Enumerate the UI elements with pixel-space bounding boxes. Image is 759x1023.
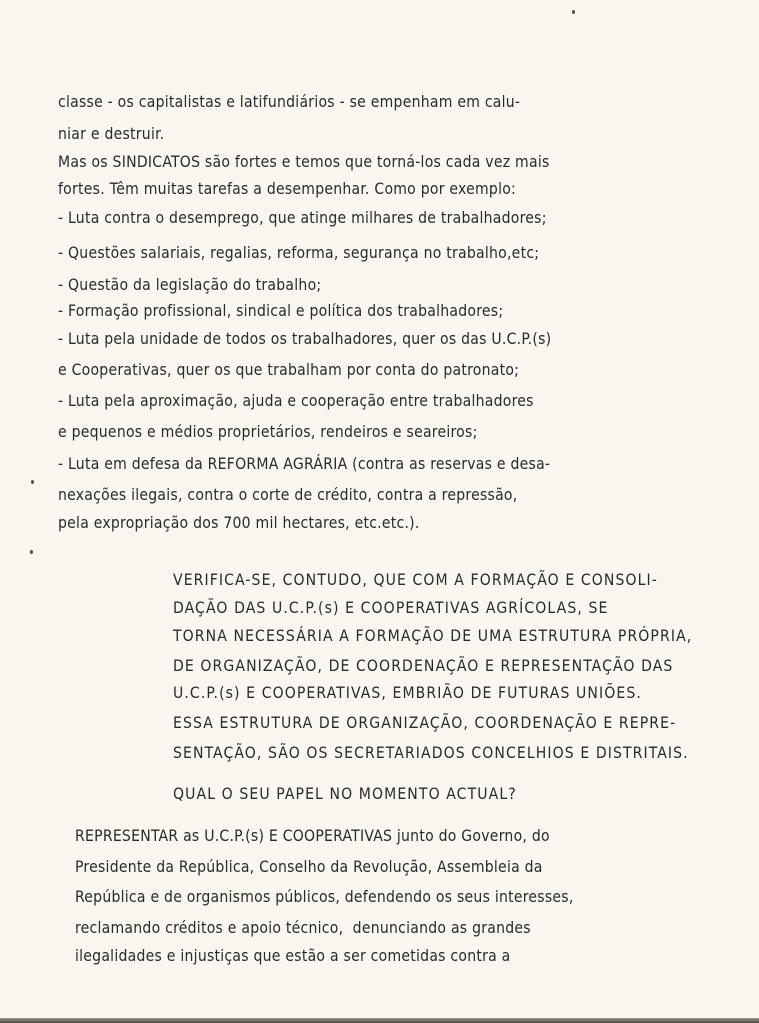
text-line: DE ORGANIZAÇÃO, DE COORDENAÇÃO E REPRESENTAÇÃO DAS <box>173 657 674 675</box>
list-item: - Luta contra o desemprego, que atinge milhares de trabalhadores; <box>58 209 547 227</box>
list-item: - Luta em defesa da REFORMA AGRÁRIA (contra as reservas e desa- <box>58 455 551 473</box>
text-line: fortes. Têm muitas tarefas a desempenhar. Como por exemplo: <box>58 180 517 198</box>
list-item: nexações ilegais, contra o corte de crédito, contra a repressão, <box>58 486 518 504</box>
list-item: - Luta pela unidade de todos os trabalhadores, quer os das U.C.P.(s) <box>58 330 552 348</box>
list-item: - Questão da legislação do trabalho; <box>58 276 322 294</box>
text-line: ESSA ESTRUTURA DE ORGANIZAÇÃO, COORDENAÇÃO E REPRE- <box>173 714 677 732</box>
list-item: - Questões salariais, regalias, reforma, segurança no trabalho,etc; <box>58 244 540 262</box>
text-line: SENTAÇÃO, SÃO OS SECRETARIADOS CONCELHIOS E DISTRITAIS. <box>173 744 689 762</box>
text-line: Presidente da República, Conselho da Revolução, Assembleia da <box>75 858 543 876</box>
list-item: e pequenos e médios proprietários, rendeiros e seareiros; <box>58 423 478 441</box>
text-line: VERIFICA-SE, CONTUDO, QUE COM A FORMAÇÃO E CONSOLI- <box>173 571 658 589</box>
text-line: TORNA NECESSÁRIA A FORMAÇÃO DE UMA ESTRUTURA PRÓPRIA, <box>173 627 693 645</box>
paper-speck <box>572 10 575 14</box>
text-line: Mas os SINDICATOS são fortes e temos que torná-los cada vez mais <box>58 153 550 171</box>
text-line: classe - os capitalistas e latifundiários - se empenham em calu- <box>58 93 521 111</box>
list-item: e Cooperativas, quer os que trabalham por conta do patronato; <box>58 361 520 379</box>
text-line: ilegalidades e injustiças que estão a ser cometidas contra a <box>75 947 511 965</box>
text-line: DAÇÃO DAS U.C.P.(s) E COOPERATIVAS AGRÍCOLAS, SE <box>173 599 609 617</box>
scan-edge <box>0 1018 759 1023</box>
list-item: - Luta pela aproximação, ajuda e cooperação entre trabalhadores <box>58 392 534 410</box>
text-line: REPRESENTAR as U.C.P.(s) E COOPERATIVAS junto do Governo, do <box>75 827 550 845</box>
list-item: pela expropriação dos 700 mil hectares, etc.etc.). <box>58 514 420 532</box>
text-line: reclamando créditos e apoio técnico, denunciando as grandes <box>75 919 531 937</box>
text-line: niar e destruir. <box>58 125 165 143</box>
text-line: U.C.P.(s) E COOPERATIVAS, EMBRIÃO DE FUTURAS UNIÕES. <box>173 684 642 702</box>
list-item: - Formação profissional, sindical e política dos trabalhadores; <box>58 302 504 320</box>
section-question: QUAL O SEU PAPEL NO MOMENTO ACTUAL? <box>173 785 517 803</box>
paper-speck <box>31 480 34 484</box>
paper-speck <box>30 550 33 554</box>
text-line: República e de organismos públicos, defendendo os seus interesses, <box>75 888 574 906</box>
